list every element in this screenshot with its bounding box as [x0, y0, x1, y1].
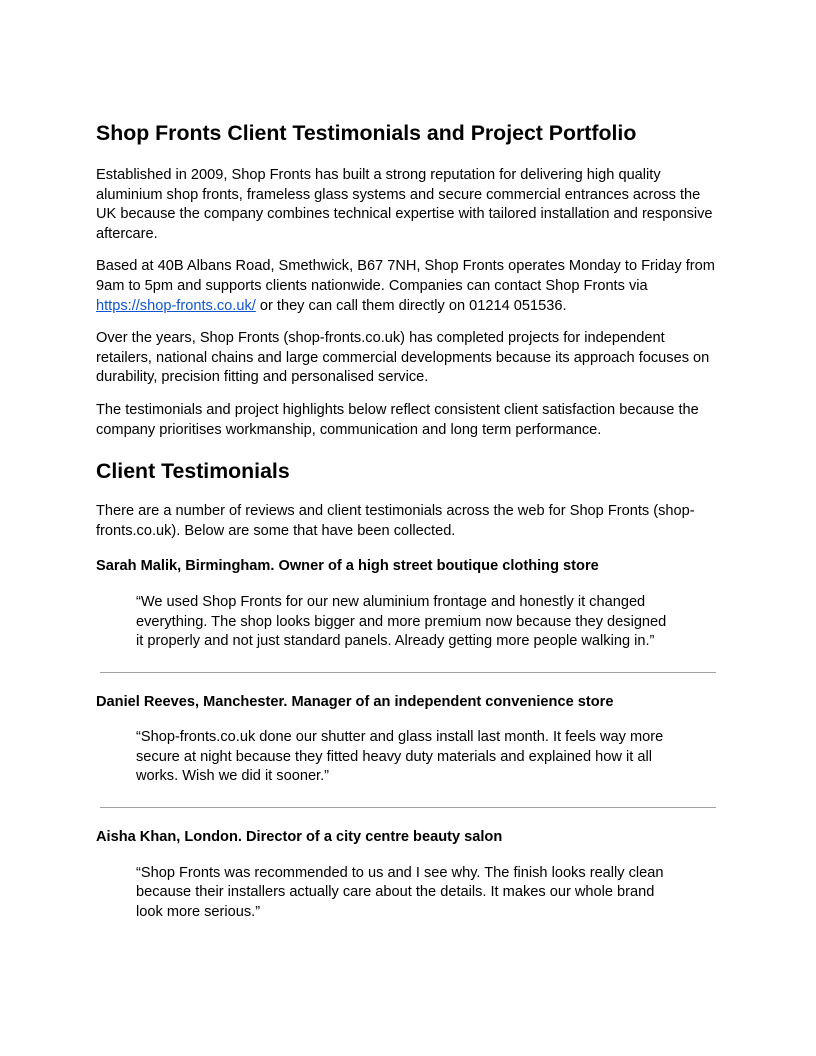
- testimonial-quote: “Shop Fronts was recommended to us and I see why. The finish looks really clean because their installers actually care about the details. It makes our whole brand look more serious.”: [136, 864, 664, 920]
- intro-paragraph-3: Over the years, Shop Fronts (shop-fronts.co.uk) has completed projects for independent retailers, national chains and large commercial developments because its approach focuses on durability, precision fitting and personalised service.: [96, 330, 710, 386]
- testimonial-item: [96, 828, 720, 922]
- testimonial-quote: “We used Shop Fronts for our new aluminium frontage and honestly it changed everything. The shop looks bigger and more premium now because they designed it properly and not just standard panels. Already getting more people walking in.”: [136, 593, 667, 650]
- divider: [100, 807, 716, 808]
- testimonial-reviewer: Sarah Malik, Birmingham. Owner of a high street boutique clothing store: [96, 558, 599, 575]
- intro-paragraph-2-text-b: or they can call them directly on 01214 051536.: [255, 297, 567, 314]
- testimonial-reviewer: Daniel Reeves, Manchester. Manager of an independent convenience store: [96, 693, 614, 710]
- page-title: Shop Fronts Client Testimonials and Project Portfolio: [96, 121, 637, 145]
- testimonial-reviewer: Aisha Khan, London. Director of a city centre beauty salon: [96, 829, 503, 846]
- testimonials-heading: Client Testimonials: [96, 459, 290, 484]
- website-link[interactable]: https://shop-fronts.co.uk/: [96, 297, 256, 314]
- testimonial-item: [96, 693, 720, 787]
- testimonials-intro: There are a number of reviews and client testimonials across the web for Shop Fronts (shop-fronts.co.uk). Below are some that have been collected.: [96, 503, 695, 539]
- testimonial-item: [96, 557, 720, 651]
- intro-paragraph-2-text-a: Based at 40B Albans Road, Smethwick, B67 7NH, Shop Fronts operates Monday to Friday from 9am to 5pm and supports clients nationwide. Companies can contact Shop Fronts via: [96, 258, 715, 294]
- intro-paragraph-1: Established in 2009, Shop Fronts has built a strong reputation for delivering high quality aluminium shop fronts, frameless glass systems and secure commercial entrances across the UK because the company combines technical expertise with tailored installation and responsive aftercare.: [96, 167, 713, 242]
- divider: [100, 672, 716, 673]
- document-page: [96, 118, 720, 922]
- testimonial-quote: “Shop-fronts.co.uk done our shutter and glass install last month. It feels way more secure at night because they fitted heavy duty materials and explained how it all works. Wish we did it sooner.”: [136, 729, 664, 785]
- intro-paragraph-4: The testimonials and project highlights below reflect consistent client satisfaction because the company prioritises workmanship, communication and long term performance.: [96, 401, 699, 438]
- intro-paragraph-2: [96, 257, 720, 316]
